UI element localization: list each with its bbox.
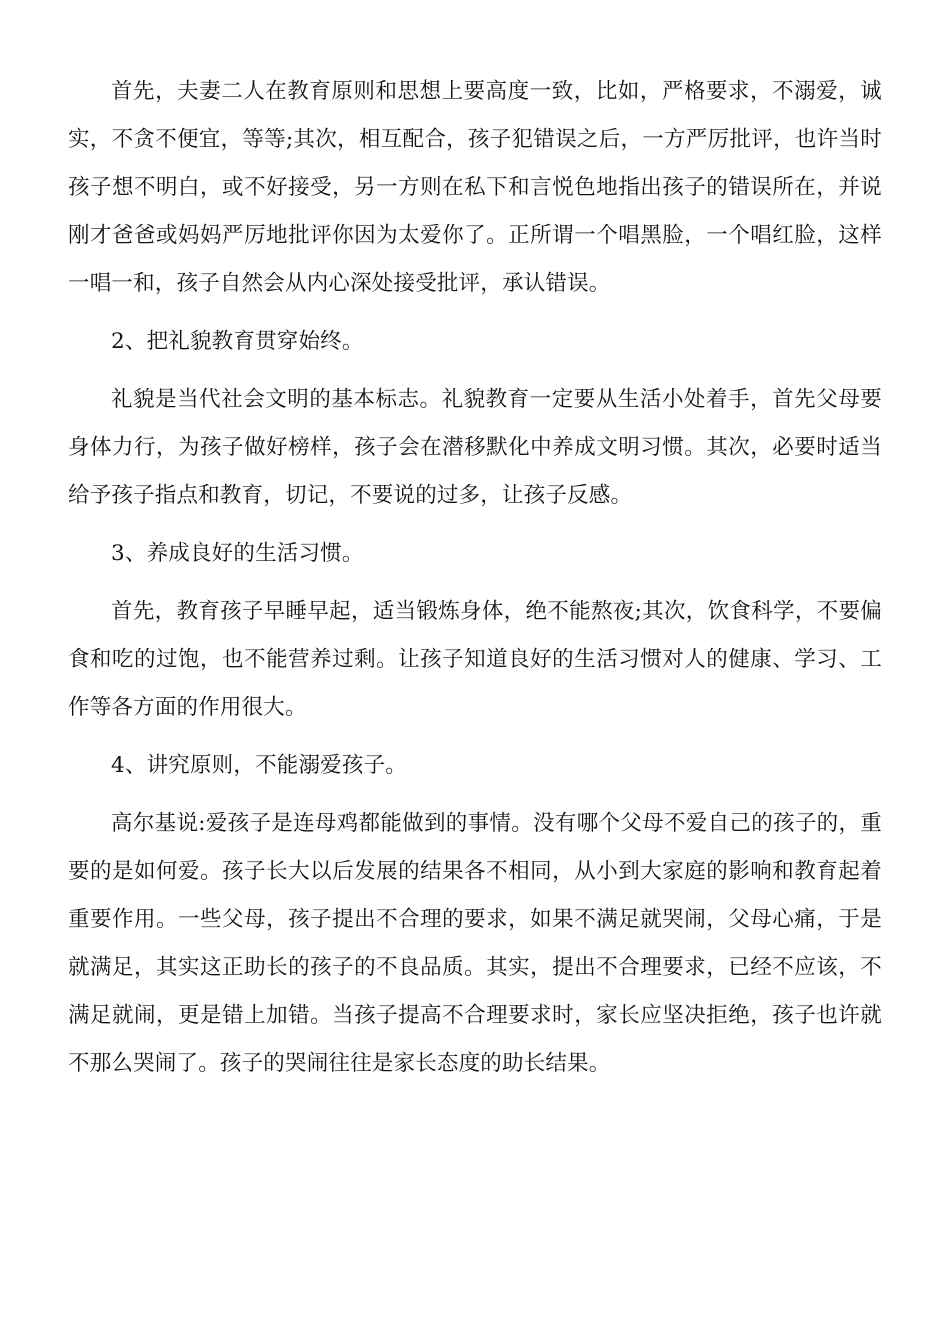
section-heading-habits: 3、养成良好的生活习惯。 (111, 541, 364, 566)
paragraph-gap (68, 520, 882, 530)
paragraph-gap (68, 790, 882, 800)
paragraph-gap (68, 366, 882, 376)
paragraph-parenting-consistency: 首先，夫妻二人在教育原则和思想上要高度一致，比如，严格要求，不溺爱，诚实，不贪不便宜，等等;其次，相互配合，孩子犯错误之后，一方严厉批评，也许当时孩子想不明白，或不好接受，另一方则在私下和言悦色地指出孩子的错误所在，并说刚才爸爸或妈妈严厉地批评你因为太爱你了。正所谓一个唱黑脸，一个唱红脸，这样一唱一和，孩子自然会从内心深处接受批评，承认错误。 (68, 79, 882, 296)
section-heading-principles: 4、讲究原则，不能溺爱孩子。 (111, 753, 407, 778)
paragraph-habits: 首先，教育孩子早睡早起，适当锻炼身体，绝不能熬夜;其次，饮食科学，不要偏食和吃的过饱，也不能营养过剩。让孩子知道良好的生活习惯对人的健康、学习、工作等各方面的作用很大。 (68, 599, 882, 720)
paragraph-gap (68, 578, 882, 588)
paragraph-gap (68, 308, 882, 318)
section-heading-courtesy: 2、把礼貌教育贯穿始终。 (111, 329, 364, 354)
paragraph-gap (68, 732, 882, 742)
paragraph-courtesy: 礼貌是当代社会文明的基本标志。礼貌教育一定要从生活小处着手，首先父母要身体力行，为孩子做好榜样，孩子会在潜移默化中养成文明习惯。其次，必要时适当给予孩子指点和教育，切记，不要说的过多，让孩子反感。 (68, 387, 882, 508)
paragraph-principles: 高尔基说:爱孩子是连母鸡都能做到的事情。没有哪个父母不爱自己的孩子的，重要的是如何爱。孩子长大以后发展的结果各不相同，从小到大家庭的影响和教育起着重要作用。一些父母，孩子提出不合理的要求，如果不满足就哭闹，父母心痛，于是就满足，其实这正助长的孩子的不良品质。其实，提出不合理要求，已经不应该，不满足就闹，更是错上加错。当孩子提高不合理要求时，家长应坚决拒绝，孩子也许就不那么哭闹了。孩子的哭闹往往是家长态度的助长结果。 (68, 811, 882, 1076)
